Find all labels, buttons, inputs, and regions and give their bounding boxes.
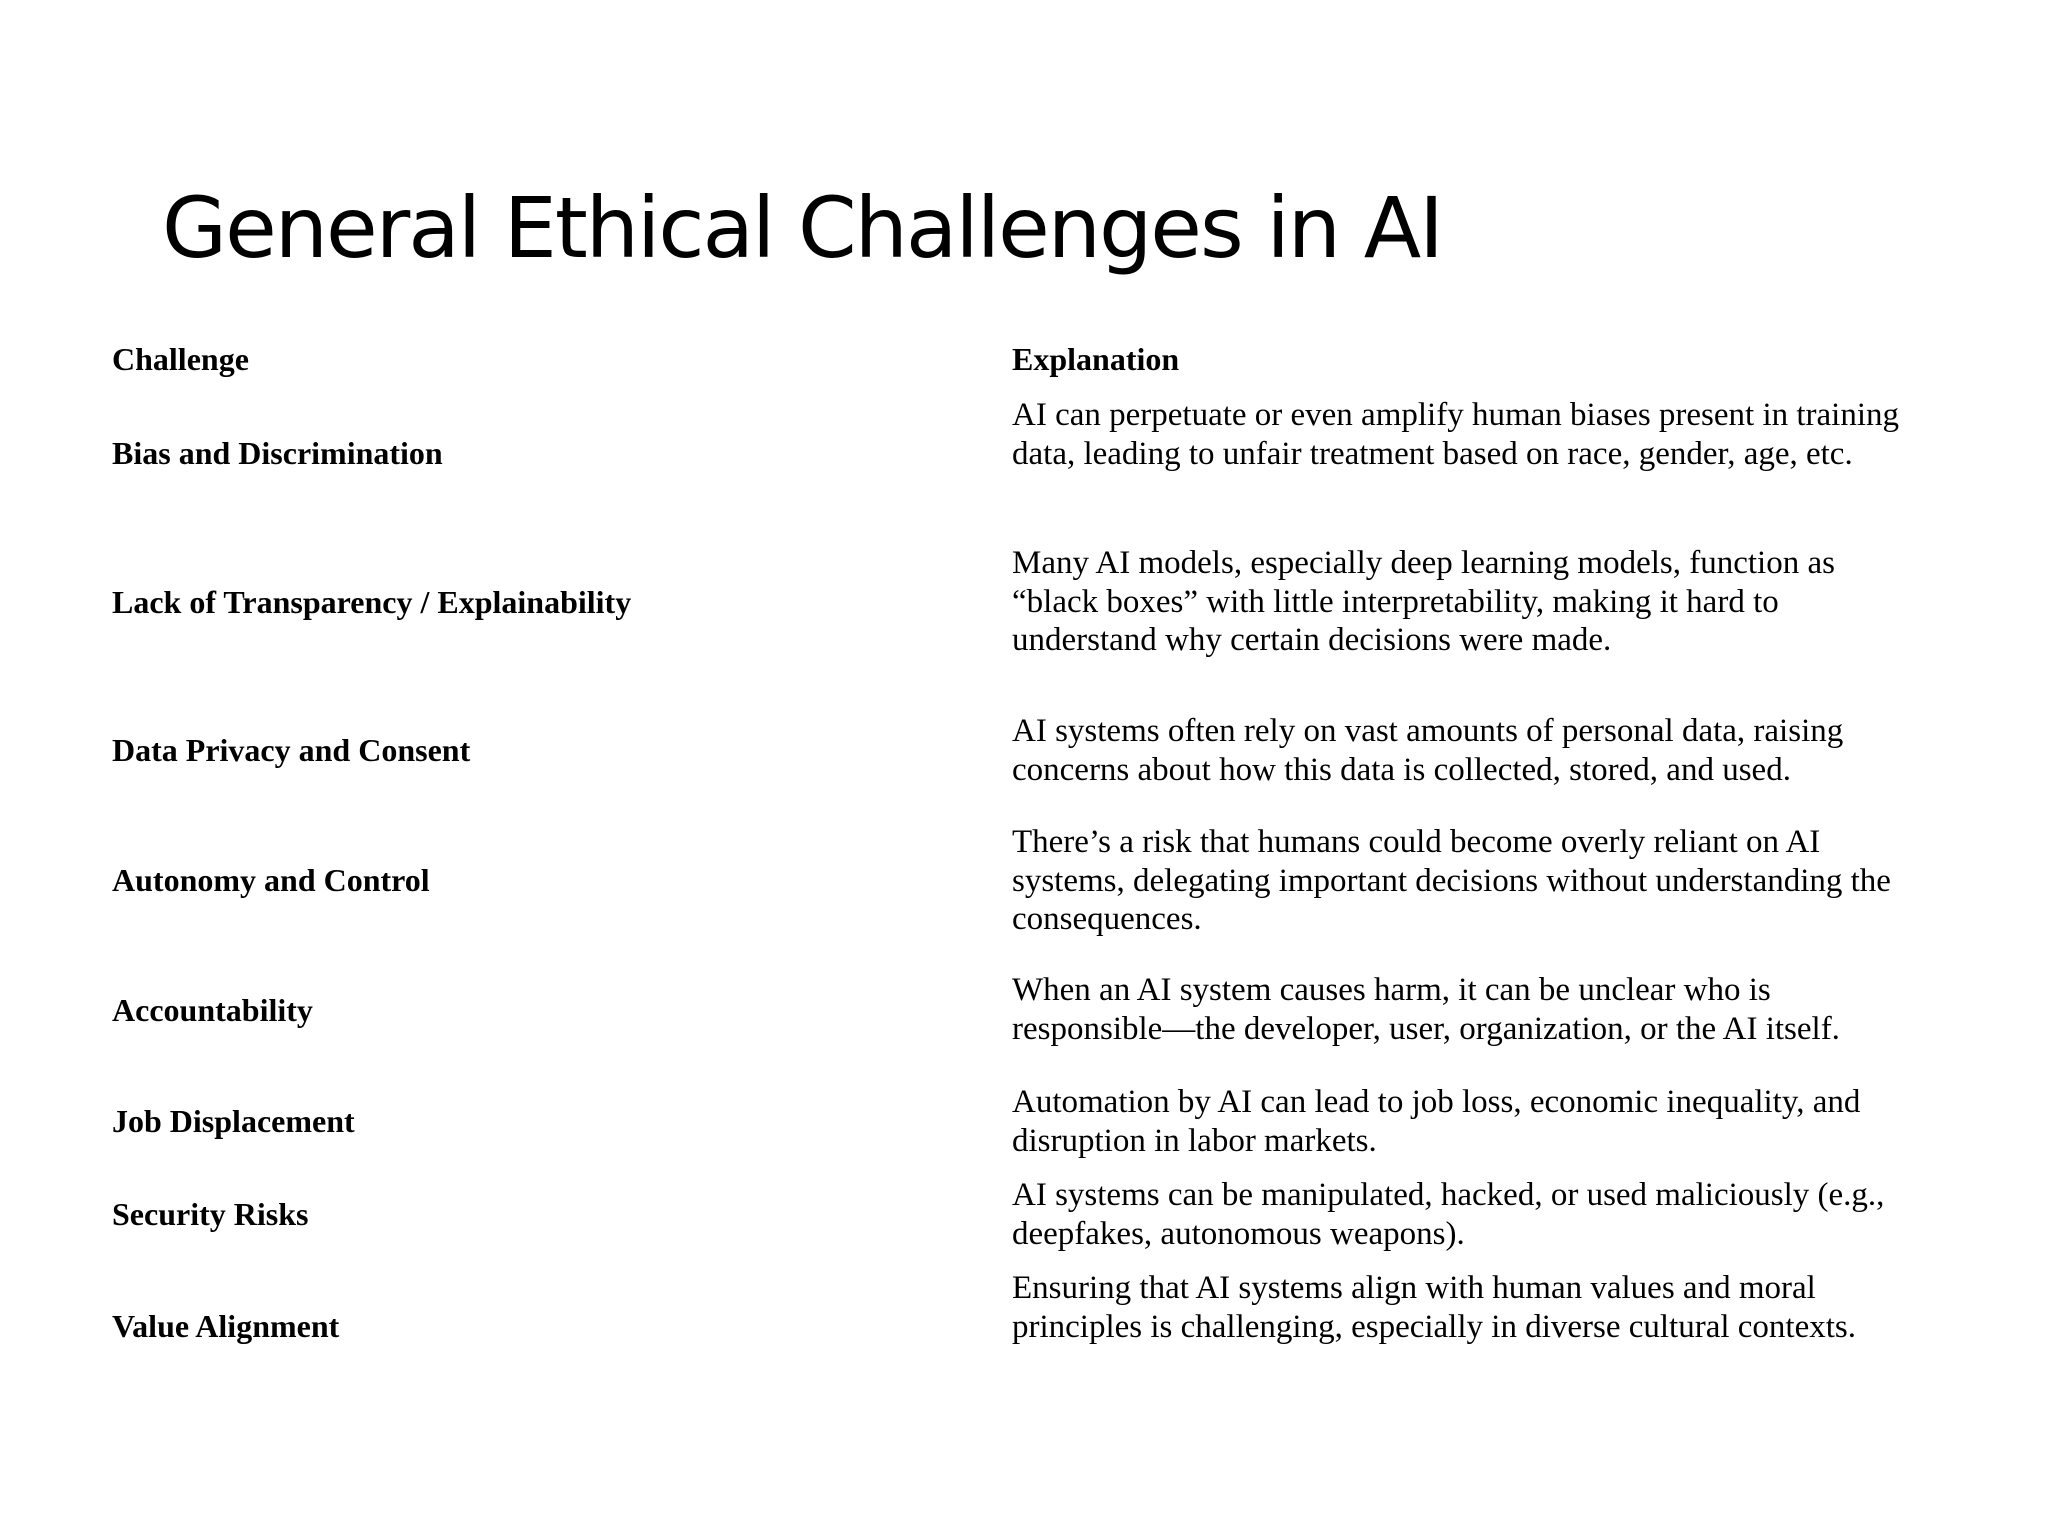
challenge-name: Value Alignment <box>112 1308 340 1344</box>
challenge-explanation: When an AI system causes harm, it can be unclear who is responsible—the developer, user, organization, or the AI itself. <box>1012 972 1840 1047</box>
slide-title: General Ethical Challenges in AI <box>162 179 1442 277</box>
challenge-name: Security Risks <box>112 1196 309 1232</box>
challenge-explanation: AI systems often rely on vast amounts of personal data, raising concerns about how this data is collected, stored, and used. <box>1012 713 1844 788</box>
challenge-name: Accountability <box>112 992 313 1028</box>
challenge-name: Lack of Transparency / Explainability <box>112 584 632 620</box>
challenge-explanation: AI can perpetuate or even amplify human biases present in training data, leading to unfair treatment based on race, gender, age, etc. <box>1012 397 1900 472</box>
challenge-name: Bias and Discrimination <box>112 435 443 471</box>
challenge-name: Autonomy and Control <box>112 862 430 898</box>
challenge-explanation: Many AI models, especially deep learning models, function as “black boxes” with little interpretability, making it hard to understand why certain decisions were made. <box>1012 545 1835 658</box>
challenge-explanation: There’s a risk that humans could become overly reliant on AI systems, delegating important decisions without understanding the consequences. <box>1012 824 1891 937</box>
challenge-explanation: Automation by AI can lead to job loss, economic inequality, and disruption in labor markets. <box>1012 1084 1861 1159</box>
column-header-challenge: Challenge <box>112 341 249 377</box>
challenge-name: Job Displacement <box>112 1103 355 1139</box>
challenge-explanation: AI systems can be manipulated, hacked, or used maliciously (e.g., deepfakes, autonomous weapons). <box>1012 1177 1885 1252</box>
column-header-explanation: Explanation <box>1012 341 1180 377</box>
challenge-name: Data Privacy and Consent <box>112 732 471 768</box>
challenge-explanation: Ensuring that AI systems align with human values and moral principles is challenging, especially in diverse cultural contexts. <box>1012 1270 1856 1345</box>
